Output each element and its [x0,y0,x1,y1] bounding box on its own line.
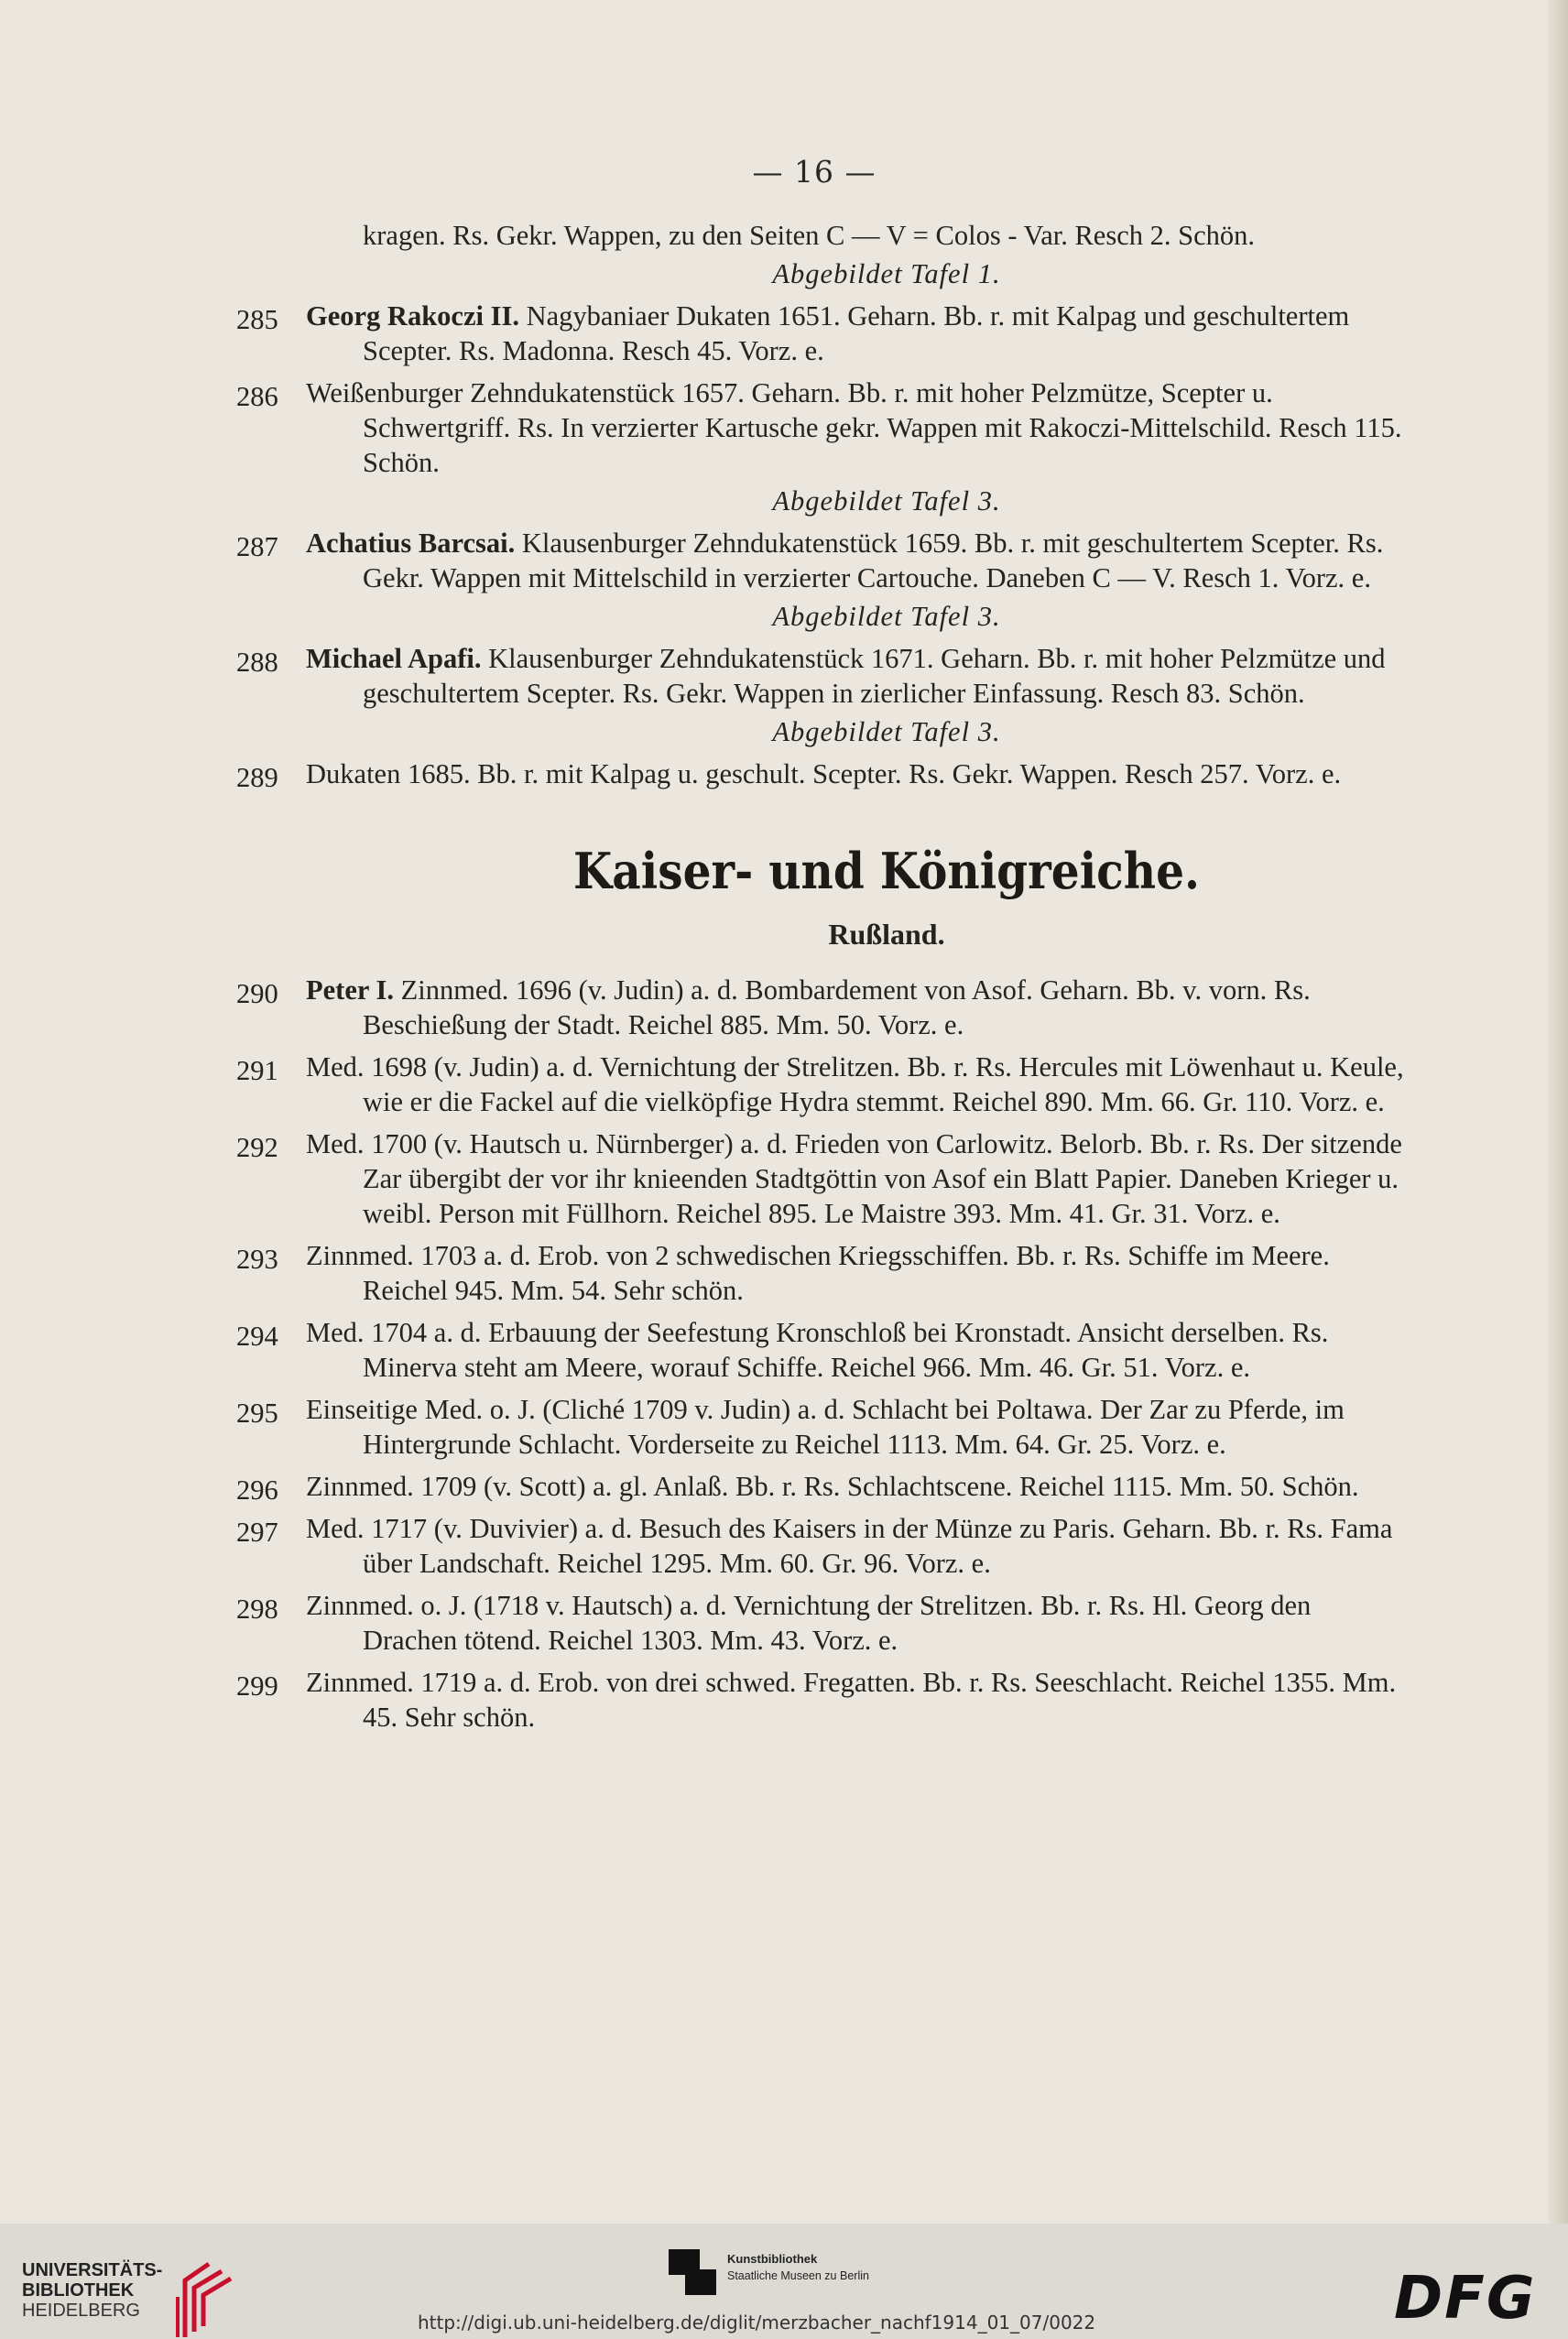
entry-text [306,756,1410,791]
kb-title: Kunstbibliothek [727,2252,818,2266]
entry-text: Zinnmed. o. J. (1718 v. Hautsch) a. d. Vernichtung der Strelitzen. Bb. r. Rs. Hl. Georg den Drachen tötend. Reichel 1303. Mm. 43. Vorz. e. [306,1590,1312,1656]
catalog-entry-287 [236,526,1410,595]
catalog-entry-292 [236,1126,1410,1231]
university-library-name [22,2260,162,2321]
entry-ruler-name: Peter I. [306,974,394,1006]
ub-mark-icon [158,2260,233,2339]
catalog-entry-298 [236,1588,1410,1658]
catalog-entry-296 [236,1469,1410,1504]
entry-text: Zinnmed. 1719 a. d. Erob. von drei schwed. Fregatten. Bb. r. Rs. Seeschlacht. Reichel 1355. Mm. 45. Sehr schön. [306,1667,1397,1733]
page-number: — 16 — [752,154,877,190]
kb-subtitle: Staatliche Museen zu Berlin [727,2269,869,2282]
entry-number: 293 [236,1244,278,1275]
entry-number: 299 [236,1670,278,1702]
plate-reference: Abgebildet Tafel 3. [772,716,1001,747]
entry-description: Klausenburger Zehndukatenstück 1671. Geharn. Bb. r. mit hoher Pelzmütze und geschultertem Scepter. Rs. Gekr. Wappen in zierlicher Einfassung. Resch 83. Schön. [363,643,1386,709]
catalog-entry-294 [236,1315,1410,1385]
ub-line-2: BIBLIOTHEK [22,2280,135,2301]
entry-text: Einseitige Med. o. J. (Cliché 1709 v. Judin) a. d. Schlacht bei Poltawa. Der Zar zu Pferde, im Hintergrunde Schlacht. Vorderseite zu Reichel 1113. Mm. 64. Gr. 25. Vorz. e. [306,1394,1345,1460]
continuation-paragraph: kragen. Rs. Gekr. Wappen, zu den Seiten C — V = Colos - Var. Resch 2. Schön. [363,220,1255,251]
entry-text: Med. 1698 (v. Judin) a. d. Vernichtung der Strelitzen. Bb. r. Rs. Hercules mit Löwenhaut u. Keule, wie er die Fackel auf die vielköpfige Hydra stemmt. Reichel 890. Mm. 66. Gr. 110. Vorz. e. [306,1051,1404,1117]
entry-text: Med. 1704 a. d. Erbauung der Seefestung Kronschloß bei Kronstadt. Ansicht derselben. Rs. Minerva steht am Meere, worauf Schiffe. Reichel 966. Mm. 46. Gr. 51. Vorz. e. [306,1317,1329,1383]
entry-number: 291 [236,1055,278,1086]
subsection-title: Rußland. [828,918,945,951]
entry-number: 295 [236,1398,278,1429]
entry-number: 287 [236,531,278,562]
dfg-logo[interactable]: DFG [1394,2265,1537,2333]
catalog-entry-299 [236,1665,1410,1735]
entry-description: Nagybaniaer Dukaten 1651. Geharn. Bb. r. mit Kalpag und geschultertem Scepter. Rs. Madonna. Resch 45. Vorz. e. [363,300,1350,366]
catalog-entry-290 [236,973,1410,1042]
entry-description: Weißenburger Zehndukatenstück 1657. Geharn. Bb. r. mit hoher Pelzmütze, Scepter u. Schwertgriff. Rs. In verzierter Kartusche gekr. Wappen mit Rakoczi-Mittelschild. Resch 115. Schön. [306,377,1402,478]
catalog-entry-289 [236,756,1410,791]
entry-text [306,526,1410,595]
section-title: Kaiser- und Königreiche. [573,842,1200,900]
plate-reference: Abgebildet Tafel 3. [772,485,1001,517]
plate-reference: Abgebildet Tafel 3. [772,601,1001,632]
entry-text: Med. 1717 (v. Duvivier) a. d. Besuch des Kaisers in der Münze zu Paris. Geharn. Bb. r. Rs. Fama über Landschaft. Reichel 1295. Mm. 60. Gr. 96. Vorz. e. [306,1513,1393,1579]
entry-number: 285 [236,304,278,335]
entry-ruler-name: Georg Rakoczi II. [306,300,519,332]
entry-number: 292 [236,1132,278,1163]
catalog-entry-285 [236,299,1410,368]
permalink-url[interactable]: http://digi.ub.uni-heidelberg.de/diglit/merzbacher_nachf1914_01_07/0022 [418,2312,1096,2334]
entry-number: 289 [236,762,278,793]
entry-text [306,375,1410,480]
entry-description: Zinnmed. 1696 (v. Judin) a. d. Bombardement von Asof. Geharn. Bb. v. vorn. Rs. Beschießung der Stadt. Reichel 885. Mm. 50. Vorz. e. [363,974,1311,1040]
entry-text [306,299,1410,368]
entry-number: 288 [236,647,278,678]
entry-number: 286 [236,381,278,412]
entry-text: Zinnmed. 1709 (v. Scott) a. gl. Anlaß. Bb. r. Rs. Schlachtscene. Reichel 1115. Mm. 50. Schön. [306,1471,1359,1502]
entry-description: Klausenburger Zehndukatenstück 1659. Bb. r. mit geschultertem Scepter. Rs. Gekr. Wappen mit Mittelschild in verzierter Cartouche. Daneben C — V. Resch 1. Vorz. e. [363,528,1384,593]
entry-description: Dukaten 1685. Bb. r. mit Kalpag u. geschult. Scepter. Rs. Gekr. Wappen. Resch 257. Vorz. e. [306,758,1342,789]
catalog-entry-297 [236,1511,1410,1581]
ub-line-1: UNIVERSITÄTS- [22,2260,163,2280]
entry-text [306,641,1410,711]
kunstbibliothek-mark-icon [669,2249,716,2295]
entry-number: 297 [236,1517,278,1548]
entry-text [306,973,1410,1042]
entry-number: 298 [236,1594,278,1625]
plate-reference: Abgebildet Tafel 1. [772,258,1001,289]
entry-number: 294 [236,1321,278,1352]
ub-line-3: HEIDELBERG [22,2301,140,2321]
entry-number: 290 [236,978,278,1009]
entry-number: 296 [236,1474,278,1506]
catalog-entry-293 [236,1238,1410,1308]
entry-text: Med. 1700 (v. Hautsch u. Nürnberger) a. d. Frieden von Carlowitz. Belorb. Bb. r. Rs. Der sitzende Zar übergibt der vor ihr knieenden Stadtgöttin von Asof ein Blatt Papier. Daneben Krieger u. weibl. Person mit Füllhorn. Reichel 895. Le Maistre 393. Mm. 41. Gr. 31. Vorz. e. [306,1128,1402,1229]
entry-ruler-name: Michael Apafi. [306,643,482,674]
catalog-content [236,218,1410,1738]
catalog-entry-286 [236,375,1410,480]
entry-text: Zinnmed. 1703 a. d. Erob. von 2 schwedischen Kriegsschiffen. Bb. r. Rs. Schiffe im Meere. Reichel 945. Mm. 54. Sehr schön. [306,1240,1330,1306]
entry-ruler-name: Achatius Barcsai. [306,528,516,559]
university-library-logo[interactable] [22,2260,162,2321]
catalog-entry-291 [236,1050,1410,1119]
kunstbibliothek-text [727,2251,965,2284]
catalog-entry-295 [236,1392,1410,1462]
catalog-entry-288 [236,641,1410,711]
page-edge-shadow [1548,0,1568,2224]
